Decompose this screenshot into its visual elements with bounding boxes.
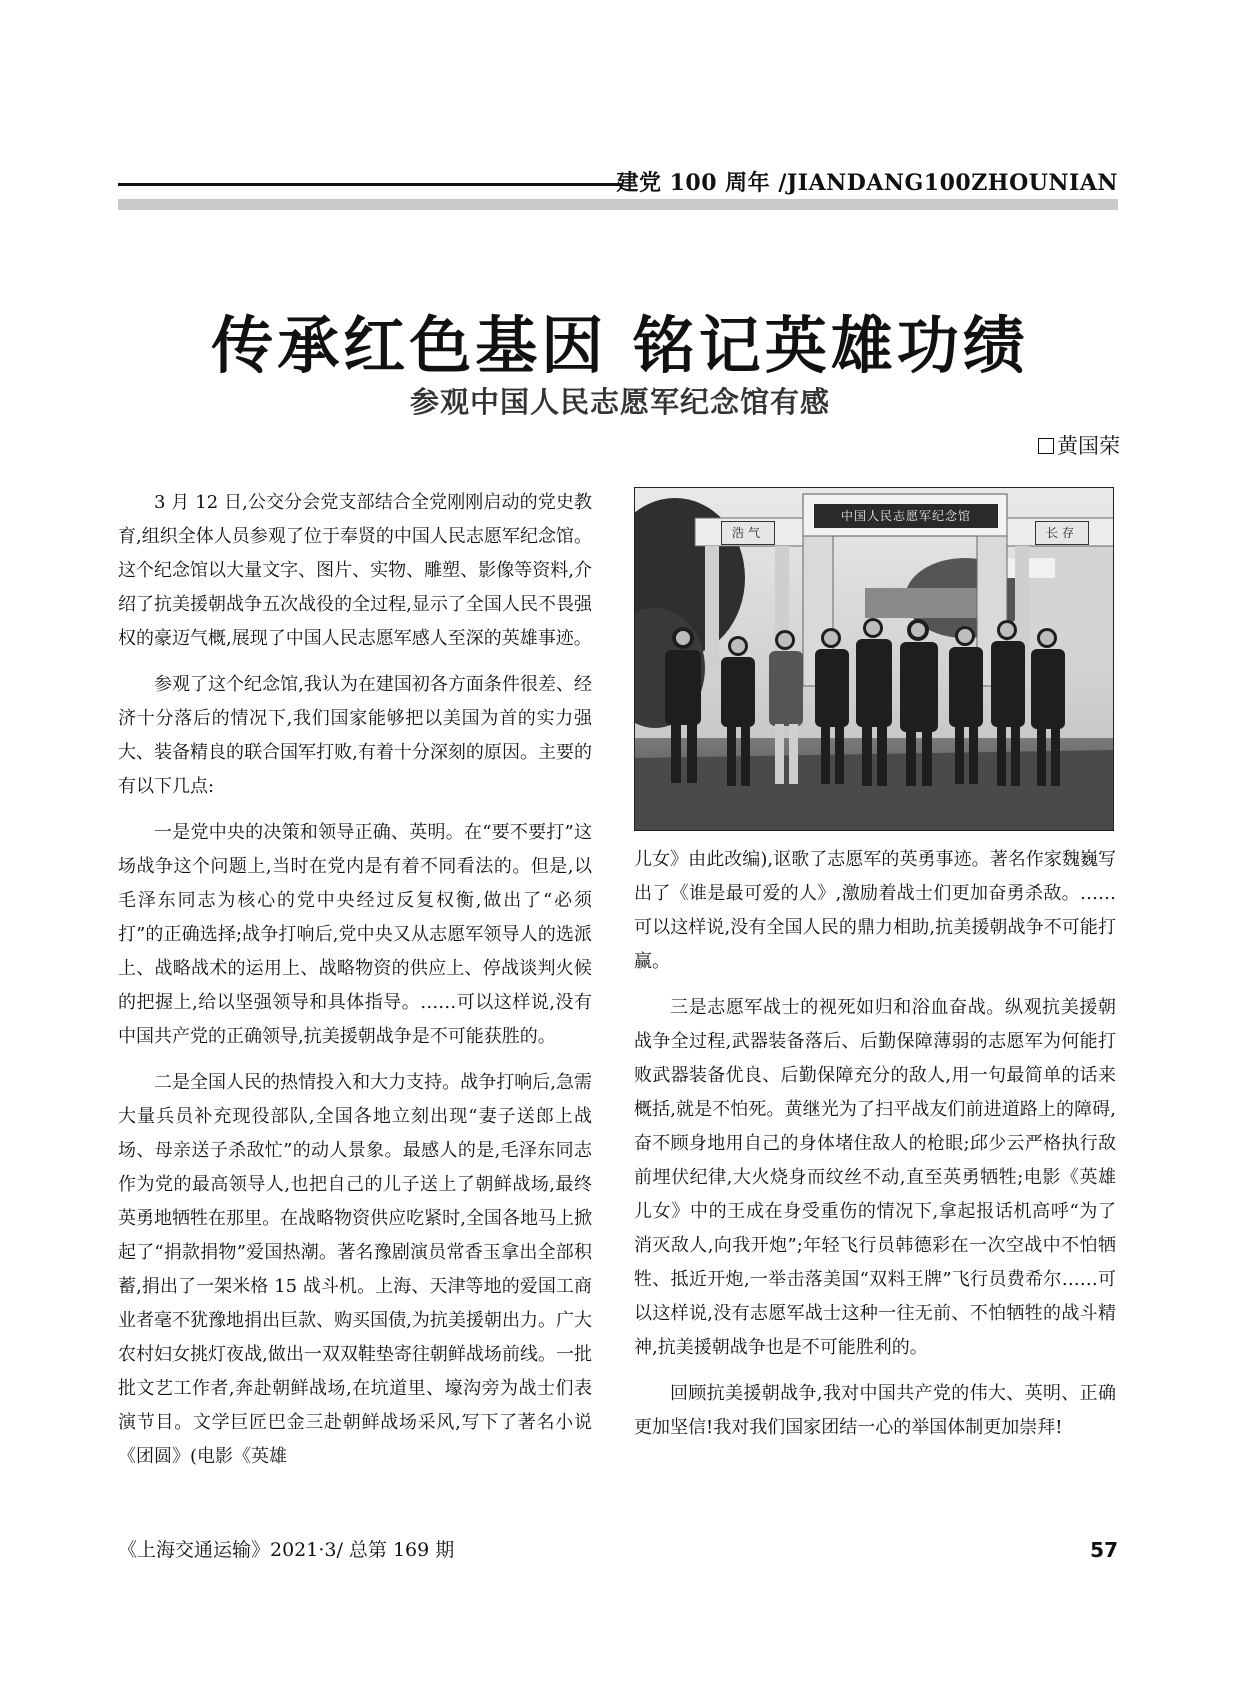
- byline: [1038, 430, 1120, 460]
- page-number: 57: [1090, 1538, 1118, 1562]
- journal-footer: 《上海交通运输》2021·3/ 总第 169 期: [118, 1539, 455, 1561]
- paragraph: 回顾抗美援朝战争,我对中国共产党的伟大、英明、正确更加坚信!我对我们国家团结一心的举国体制更加崇拜!: [634, 1383, 1116, 1438]
- paragraph: 三是志愿军战士的视死如归和浴血奋战。纵观抗美援朝战争全过程,武器装备落后、后勤保障薄弱的志愿军为何能打败武器装备优良、后勤保障充分的敌人,用一句最简单的话来概括,就是不怕死。黄继光为了扫平战友们前进道路上的障碍,奋不顾身地用自己的身体堵住敌人的枪眼;邱少云严格执行敌前埋伏纪律,大火烧身而纹丝不动,直至英勇牺牲;电影《英雄儿女》中的王成在身受重伤的情况下,拿起报话机高呼“为了消灭敌人,向我开炮”;年轻飞行员韩德彩在一次空战中不怕牺牲、抵近开炮,一举击落美国“双料王牌”飞行员费希尔……可以这样说,没有志愿军战士这种一往无前、不怕牺牲的战斗精神,抗美援朝战争也是不可能胜利的。: [634, 997, 1116, 1358]
- paragraph: 二是全国人民的热情投入和大力支持。战争打响后,急需大量兵员补充现役部队,全国各地立刻出现“妻子送郎上战场、母亲送子杀敌忙”的动人景象。最感人的是,毛泽东同志作为党的最高领导人,也把自己的儿子送上了朝鲜战场,最终英勇地牺牲在那里。在战略物资供应吃紧时,全国各地马上掀起了“捐款捐物”爱国热潮。著名豫剧演员常香玉拿出全部积蓄,捐出了一架米格 15 战斗机。上海、天津等地的爱国工商业者毫不犹豫地捐出巨款、购买国债,为抗美援朝出力。广大农村妇女挑灯夜战,做出一双双鞋垫寄往朝鲜战场前线。一批批文艺工作者,奔赴朝鲜战场,在坑道里、壕沟旁为战士们表演节目。文学巨匠巴金三赴朝鲜战场采风,写下了著名小说《团圆》(电影《英雄: [118, 1072, 592, 1467]
- left-column: [118, 486, 592, 1486]
- right-column: [634, 843, 1116, 1457]
- author-name: 黄国荣: [1057, 434, 1120, 458]
- header-band: [118, 199, 1118, 210]
- article-subtitle: 参观中国人民志愿军纪念馆有感: [409, 385, 830, 419]
- paragraph: 3 月 12 日,公交分会党支部结合全党刚刚启动的党史教育,组织全体人员参观了位于奉贤的中国人民志愿军纪念馆。这个纪念馆以大量文字、图片、实物、雕塑、影像等资料,介绍了抗美援朝战争五次战役的全过程,显示了全国人民不畏强权的豪迈气概,展现了中国人民志愿军感人至深的英雄事迹。: [118, 492, 592, 649]
- byline-box-icon: [1038, 438, 1054, 454]
- section-label: 建党 100 周年 /JIANDANG100ZHOUNIAN: [616, 170, 1118, 196]
- header-rule: [118, 183, 623, 186]
- paragraph: 一是党中央的决策和领导正确、英明。在“要不要打”这场战争这个问题上,当时在党内是有着不同看法的。但是,以毛泽东同志为核心的党中央经过反复权衡,做出了“必须打”的正确选择;战争打响后,党中央又从志愿军领导人的选派上、战略战术的运用上、战略物资的供应上、停战谈判火候的把握上,给以坚强领导和具体指导。……可以这样说,没有中国共产党的正确领导,抗美援朝战争是不可能获胜的。: [118, 822, 592, 1047]
- gate-plaque: 中国人民志愿军纪念馆: [814, 504, 998, 528]
- article-title: 传承红色基因 铭记英雄功绩: [211, 309, 1029, 382]
- group-photo: [634, 487, 1114, 831]
- right-plaque: 长存: [1035, 521, 1089, 545]
- left-plaque: 浩气: [721, 521, 775, 545]
- paragraph: 参观了这个纪念馆,我认为在建国初各方面条件很差、经济十分落后的情况下,我们国家能够把以美国为首的实力强大、装备精良的联合国军打败,有着十分深刻的原因。主要的有以下几点:: [118, 674, 592, 797]
- paragraph: 儿女》由此改编),讴歌了志愿军的英勇事迹。著名作家魏巍写出了《谁是最可爱的人》,激励着战士们更加奋勇杀敌。……可以这样说,没有全国人民的鼎力相助,抗美援朝战争不可能打赢。: [634, 849, 1116, 972]
